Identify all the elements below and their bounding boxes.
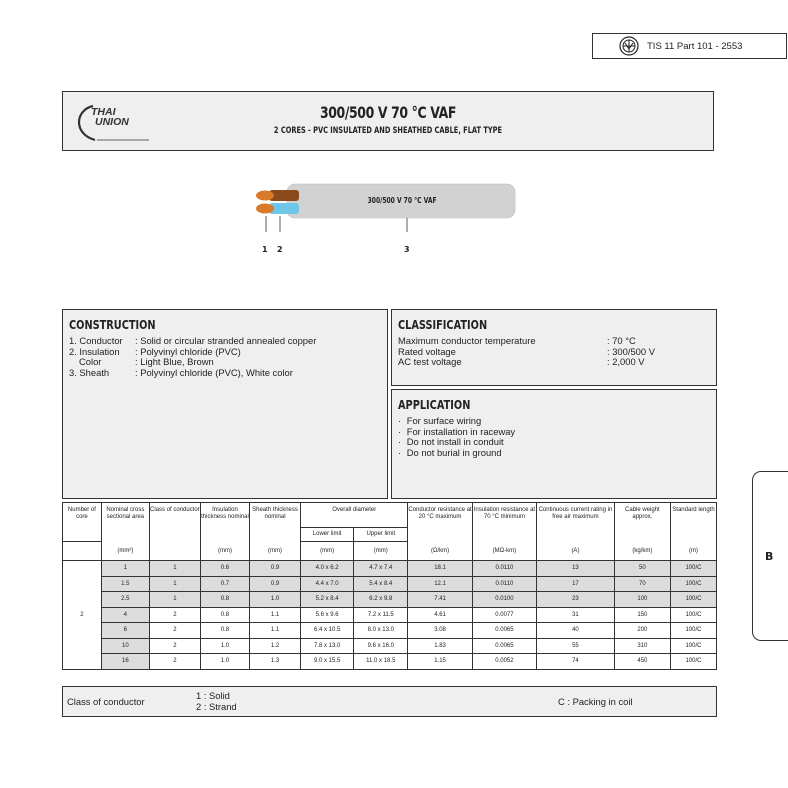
cell-weight: 70: [614, 576, 670, 592]
cable-drawing-icon: [249, 182, 517, 232]
table-row: [63, 638, 717, 654]
cell-lower: 9.0 x 15.5: [301, 654, 354, 670]
header-weight: Cable weight approx.: [614, 503, 670, 542]
classification-value: : 300/500 V: [607, 345, 655, 357]
construction-term: Color: [79, 356, 102, 368]
classification-value: : 2,000 V: [607, 356, 645, 368]
classification-title: CLASSIFICATION: [398, 317, 488, 332]
cell-area: 16: [101, 654, 149, 670]
cell-class: 2: [149, 638, 200, 654]
cell-insulation: 0.7: [200, 576, 249, 592]
application-item: · For installation in raceway: [398, 425, 516, 437]
construction-value: : Polyvinyl chloride (PVC): [135, 345, 241, 357]
cell-insulation: 0.8: [200, 592, 249, 608]
construction-panel: [62, 309, 388, 499]
callout-1: 1: [262, 245, 268, 254]
construction-value: : Polyvinyl chloride (PVC), White color: [135, 366, 293, 378]
product-header: [62, 91, 714, 151]
application-item: · Do not burial in ground: [398, 446, 502, 458]
cell-cres: 4.61: [408, 607, 472, 623]
construction-value: : Solid or circular stranded annealed copper: [135, 335, 317, 346]
cell-ires: 0.0100: [472, 592, 536, 608]
cell-ires: 0.0110: [472, 576, 536, 592]
cell-sheath: 0.9: [249, 576, 300, 592]
cell-ires: 0.0077: [472, 607, 536, 623]
cell-sheath: 1.0: [249, 592, 300, 608]
cell-insulation: 0.8: [200, 607, 249, 623]
cell-sheath: 1.2: [249, 638, 300, 654]
cell-current: 17: [537, 576, 615, 592]
cell-upper: 8.0 x 13.0: [354, 623, 408, 639]
cell-class: 1: [149, 592, 200, 608]
cell-area: 1.5: [101, 576, 149, 592]
cell-cres: 3.08: [408, 623, 472, 639]
construction-term: 1. Conductor: [69, 335, 123, 346]
table-row: [63, 623, 717, 639]
cell-lower: 5.6 x 9.6: [301, 607, 354, 623]
cell-current: 23: [537, 592, 615, 608]
classification-panel: [391, 309, 717, 386]
cell-ires: 0.0065: [472, 623, 536, 639]
header-sheath: Sheath thickness nominal: [249, 503, 300, 542]
cell-weight: 100: [614, 592, 670, 608]
cell-weight: 50: [614, 561, 670, 577]
legend-class-2: 2 : Strand: [196, 701, 237, 712]
unit-current: (A): [537, 542, 615, 561]
cell-insulation: 0.8: [200, 623, 249, 639]
logo-line-1: THAI: [91, 106, 116, 118]
application-title: APPLICATION: [398, 397, 471, 412]
unit-sheath: (mm): [249, 542, 300, 561]
cell-current: 40: [537, 623, 615, 639]
table-row: [63, 607, 717, 623]
cable-illustration: [249, 182, 517, 232]
cell-length: 100/C: [670, 638, 716, 654]
product-title: 300/500 V 70 °C VAF: [319, 103, 457, 122]
cell-sheath: 0.9: [249, 561, 300, 577]
application-item: · For surface wiring: [398, 415, 482, 426]
cell-length: 100/C: [670, 576, 716, 592]
table-row: [63, 576, 717, 592]
core-count: 2: [63, 561, 102, 670]
logo-line-2: UNION: [95, 116, 129, 128]
cell-sheath: 1.1: [249, 607, 300, 623]
cell-area: 4: [101, 607, 149, 623]
cell-insulation: 1.0: [200, 638, 249, 654]
unit-weight: (kg/km): [614, 542, 670, 561]
cable-marking: 300/500 V 70 °C VAF: [367, 196, 437, 205]
cell-length: 100/C: [670, 592, 716, 608]
table-row: [63, 561, 717, 577]
cell-area: 2.5: [101, 592, 149, 608]
header-overall: Overall diameter: [301, 503, 408, 528]
cell-current: 31: [537, 607, 615, 623]
callout-3: 3: [404, 245, 410, 254]
cell-upper: 9.6 x 16.0: [354, 638, 408, 654]
cell-cres: 18.1: [408, 561, 472, 577]
cell-length: 100/C: [670, 623, 716, 639]
cell-ires: 0.0110: [472, 561, 536, 577]
legend-class-1: 1 : Solid: [196, 690, 230, 701]
legend-packing: C : Packing in coil: [558, 696, 633, 707]
header-length: Standard length: [670, 503, 716, 542]
product-subtitle: 2 CORES - PVC INSULATED AND SHEATHED CABLE, FLAT TYPE: [273, 126, 503, 136]
cell-ires: 0.0065: [472, 638, 536, 654]
unit-conductor-resistance: (Ω/km): [408, 542, 472, 561]
specifications-table: [62, 502, 717, 670]
cell-class: 2: [149, 654, 200, 670]
section-tab[interactable]: [752, 471, 788, 641]
cell-lower: 7.8 x 13.0: [301, 638, 354, 654]
construction-title: CONSTRUCTION: [69, 317, 156, 332]
legend-bar: [62, 686, 717, 717]
unit-upper: (mm): [354, 542, 408, 561]
construction-term: 3. Sheath: [69, 366, 110, 378]
cell-upper: 7.2 x 11.5: [354, 607, 408, 623]
cell-area: 6: [101, 623, 149, 639]
header-class: Class of conductor: [149, 503, 200, 542]
header-cores: Number of core: [63, 503, 102, 542]
cell-cres: 12.1: [408, 576, 472, 592]
cell-area: 10: [101, 638, 149, 654]
cell-class: 2: [149, 607, 200, 623]
unit-lower: (mm): [301, 542, 354, 561]
cell-upper: 11.0 x 18.5: [354, 654, 408, 670]
cell-sheath: 1.3: [249, 654, 300, 670]
header-conductor-resistance: Conductor resistance at 20 °C maximum: [408, 503, 472, 542]
header-current: Continuous current rating in free air maximum: [537, 503, 615, 542]
classification-term: Rated voltage: [398, 345, 456, 357]
unit-insulation-resistance: (MΩ-km): [472, 542, 536, 561]
cell-insulation: 0.6: [200, 561, 249, 577]
standard-badge: [592, 33, 787, 59]
header-insulation: Insulation thickness nominal: [200, 503, 249, 542]
cell-lower: 4.0 x 6.2: [301, 561, 354, 577]
cell-class: 1: [149, 576, 200, 592]
construction-value: : Light Blue, Brown: [135, 356, 214, 368]
cell-class: 1: [149, 561, 200, 577]
application-panel: [391, 389, 717, 499]
cell-current: 74: [537, 654, 615, 670]
tis-mark-icon: [619, 36, 639, 56]
unit-area: (mm²): [101, 542, 149, 561]
table-row: [63, 654, 717, 670]
header-lower-limit: Lower limit: [301, 528, 354, 542]
classification-value: : 70 °C: [607, 335, 636, 346]
cell-lower: 5.2 x 8.4: [301, 592, 354, 608]
cell-area: 1: [101, 561, 149, 577]
unit-length: (m): [670, 542, 716, 561]
cell-upper: 4.7 x 7.4: [354, 561, 408, 577]
classification-term: Maximum conductor temperature: [398, 335, 536, 346]
legend-label: Class of conductor: [67, 696, 145, 707]
cell-cres: 1.83: [408, 638, 472, 654]
cell-current: 13: [537, 561, 615, 577]
cell-ires: 0.0052: [472, 654, 536, 670]
unit-insulation: (mm): [200, 542, 249, 561]
construction-term: 2. Insulation: [69, 345, 120, 357]
cell-cres: 1.15: [408, 654, 472, 670]
section-tab-letter: B: [765, 550, 774, 563]
cell-length: 100/C: [670, 654, 716, 670]
cell-lower: 4.4 x 7.0: [301, 576, 354, 592]
cell-cres: 7.41: [408, 592, 472, 608]
header-area: Nominal cross sectional area: [101, 503, 149, 542]
callout-2: 2: [277, 245, 283, 254]
classification-term: AC test voltage: [398, 356, 462, 368]
cell-weight: 310: [614, 638, 670, 654]
cell-upper: 5.4 x 8.4: [354, 576, 408, 592]
cell-sheath: 1.1: [249, 623, 300, 639]
cell-class: 2: [149, 623, 200, 639]
cell-length: 100/C: [670, 561, 716, 577]
cell-insulation: 1.0: [200, 654, 249, 670]
standard-label: TIS 11 Part 101 - 2553: [647, 40, 743, 52]
cell-length: 100/C: [670, 607, 716, 623]
header-upper-limit: Upper limit: [354, 528, 408, 542]
cell-lower: 6.4 x 10.5: [301, 623, 354, 639]
table-row: [63, 592, 717, 608]
cell-current: 55: [537, 638, 615, 654]
cell-weight: 450: [614, 654, 670, 670]
cell-weight: 150: [614, 607, 670, 623]
cell-upper: 6.2 x 9.8: [354, 592, 408, 608]
header-insulation-resistance: Insulation resistance at 70 °C minimum: [472, 503, 536, 542]
cell-weight: 200: [614, 623, 670, 639]
application-item: · Do not install in conduit: [398, 436, 504, 448]
